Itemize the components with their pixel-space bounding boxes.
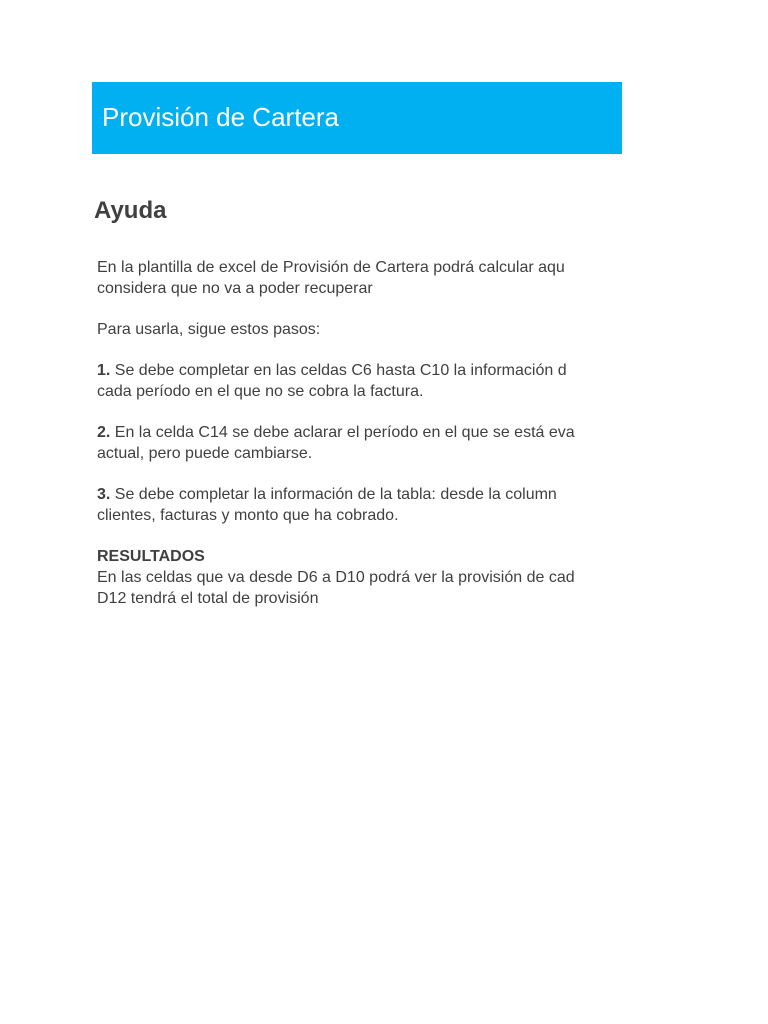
step-1-line-1 xyxy=(97,360,622,381)
step-1-text: Se debe completar en las celdas C6 hasta C10 la información d xyxy=(110,362,567,379)
step-2-text: En la celda C14 se debe aclarar el período en el que se está eva xyxy=(110,424,575,441)
results-paragraph xyxy=(97,546,622,609)
usage-paragraph xyxy=(97,319,622,340)
step-3-text: Se debe completar la información de la tabla: desde la column xyxy=(110,486,557,503)
results-line-1: En las celdas que va desde D6 a D10 podrá ver la provisión de cad xyxy=(97,569,575,586)
step-3-line-2: clientes, facturas y monto que ha cobrado. xyxy=(97,507,399,524)
results-line-2: D12 tendrá el total de provisión xyxy=(97,590,319,607)
page-title: Provisión de Cartera xyxy=(102,102,339,132)
step-1-paragraph xyxy=(97,360,622,402)
step-1-line-2: cada período en el que no se cobra la factura. xyxy=(97,383,424,400)
results-heading: RESULTADOS xyxy=(97,548,205,565)
help-content xyxy=(97,257,622,629)
step-3-line-1 xyxy=(97,484,622,505)
usage-text: Para usarla, sigue estos pasos: xyxy=(97,321,321,338)
step-2-number: 2. xyxy=(97,424,111,441)
step-2-line-2: actual, pero puede cambiarse. xyxy=(97,445,313,462)
step-1-number: 1. xyxy=(97,362,111,379)
intro-line-2: considera que no va a poder recuperar xyxy=(97,280,373,297)
step-2-line-1 xyxy=(97,422,622,443)
step-2-paragraph xyxy=(97,422,622,464)
step-3-number: 3. xyxy=(97,486,111,503)
help-heading: Ayuda xyxy=(94,197,167,224)
step-3-paragraph xyxy=(97,484,622,526)
title-banner xyxy=(92,82,622,154)
intro-paragraph xyxy=(97,257,622,299)
intro-line-1: En la plantilla de excel de Provisión de Cartera podrá calcular aqu xyxy=(97,259,565,276)
